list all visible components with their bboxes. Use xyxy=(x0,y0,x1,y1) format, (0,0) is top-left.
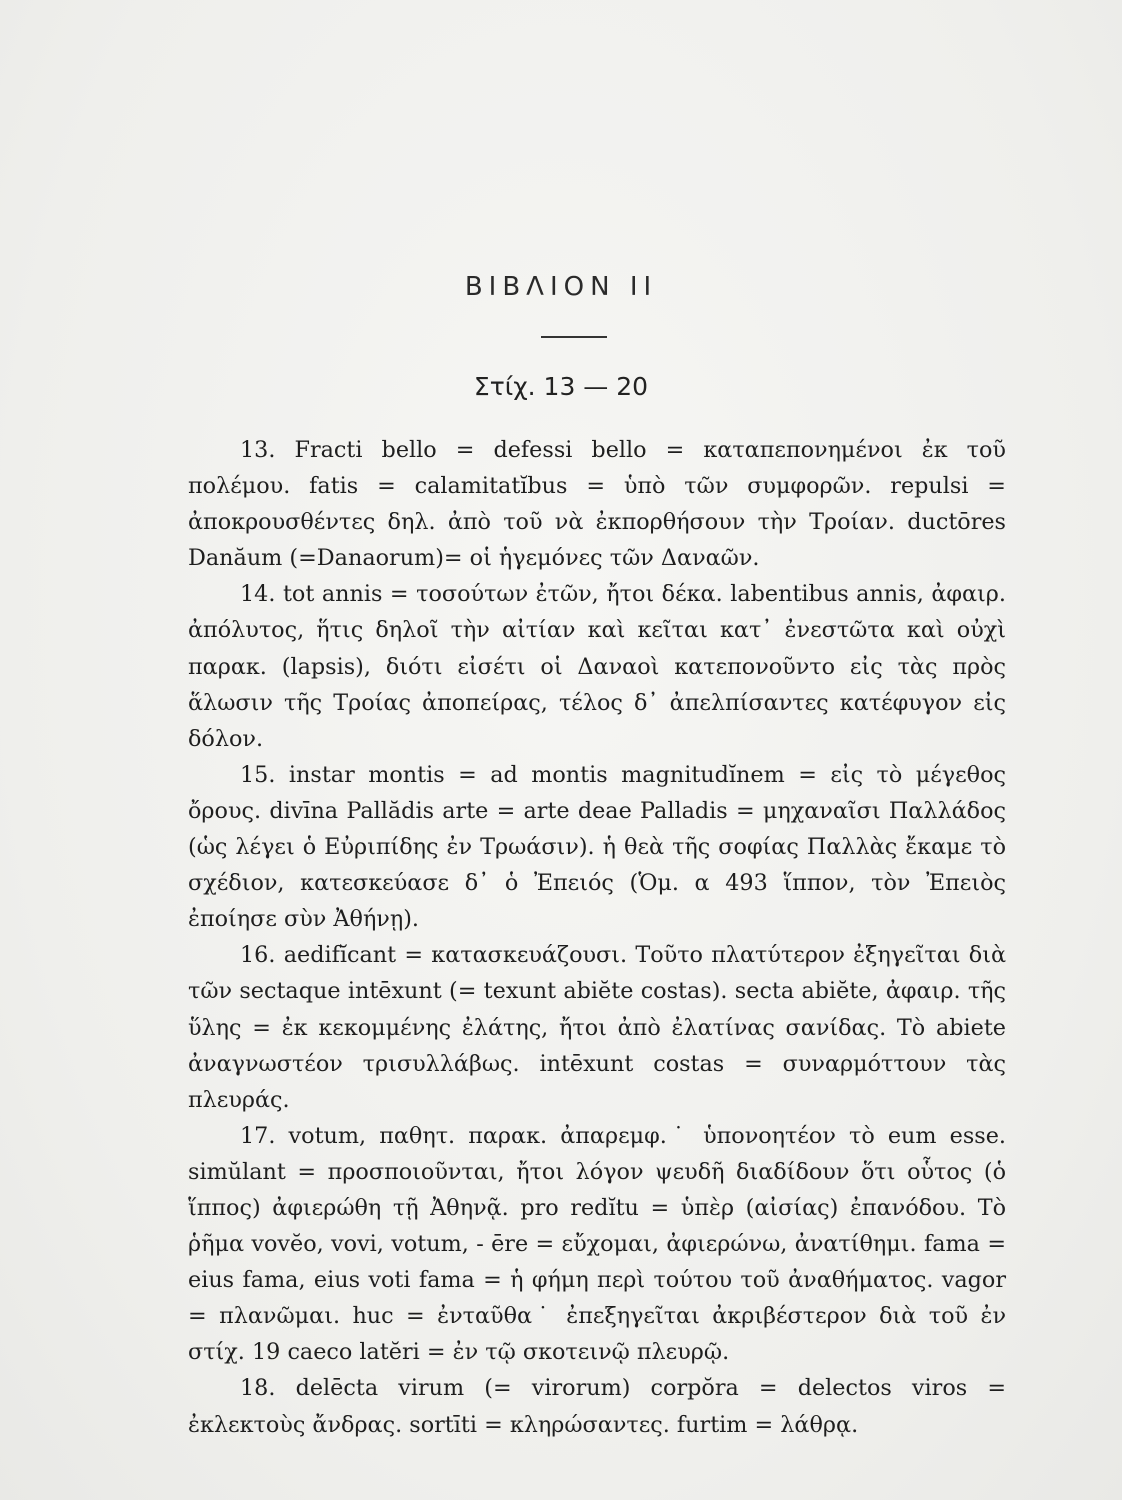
commentary-paragraph-15: 15. instar montis = ad montis magnitudĭnem = εἰς τὸ μέγεθος ὄρους. divīna Pallădis arte = arte deae Palladis = μηχαναῖσι Παλλάδος (ὡς λέγει ὁ Εὐριπίδης ἐν Τρωάσιν). ἡ θεὰ τῆς σοφίας Παλλὰς ἔκαμε τὸ σχέδιον, κατεσκεύασε δ᾽ ὁ Ἐπειός (Ὁμ. α 493 ἵππον, τὸν Ἐπειὸς ἐποίησε σὺν Ἀθήνῃ). xyxy=(188,761,1006,933)
verse-range-heading: Στίχ. 13 — 20 xyxy=(473,372,649,401)
title-divider xyxy=(541,336,607,338)
commentary-paragraph-14: 14. tot annis = τοσούτων ἐτῶν, ἤτοι δέκα. labentibus annis, ἀφαιρ. ἀπόλυτος, ἥτις δηλοῖ τὴν αἰτίαν καὶ κεῖται κατ᾽ ἐνεστῶτα καὶ οὐχὶ παρακ. (lapsis), διότι εἰσέτι οἱ Δαναοὶ κατεπονοῦντο εἰς τὰς πρὸς ἅλωσιν τῆς Τροίας ἀποπείρας, τέλος δ᾽ ἀπελπίσαντες κατέφυγον εἰς δόλον. xyxy=(188,581,1006,752)
commentary-paragraph-18: 18. delēcta virum (= virorum) corpŏra = delectos viros = ἐκλεκτοὺς ἄνδρας. sortīti = κληρώσαντες. furtim = λάθρᾳ. xyxy=(188,1375,1006,1438)
commentary-body xyxy=(188,432,1006,1443)
book-title: ΒΙΒΛΙΟΝ ΙΙ xyxy=(464,272,658,302)
commentary-paragraph-13: 13. Fracti bello = defessi bello = καταπεπονημένοι ἐκ τοῦ πολέμου. fatis = calamitatĭbus = ὑπὸ τῶν συμφορῶν. repulsi = ἀποκρουσθέντες δηλ. ἀπὸ τοῦ νὰ ἐκπορθήσουν τὴν Τροίαν. ductōres Danăum (=Danaorum)= οἱ ἡγεμόνες τῶν Δαναῶν. xyxy=(188,437,1006,572)
commentary-paragraph-17: 17. votum, παθητ. παρακ. ἀπαρεμφ.˙ ὑπονοητέον τὸ eum esse. simŭlant = προσποιοῦνται, ἤτοι λόγον ψευδῆ διαδίδουν ὅτι οὗτος (ὁ ἵππος) ἀφιερώθη τῇ Ἀθηνᾷ. pro redĭtu = ὑπὲρ (αἰσίας) ἐπανόδου. Τὸ ῥῆμα vovĕo, vovi, votum, - ēre = εὔχομαι, ἀφιερώνω, ἀνατίθημι. fama = eius fama, eius voti fama = ἡ φήμη περὶ τούτου τοῦ ἀναθήματος. vagor = πλανῶμαι. huc = ἐνταῦθα˙ ἐπεξηγεῖται ἀκριβέστερον διὰ τοῦ ἐν στίχ. 19 caeco latĕri = ἐν τῷ σκοτεινῷ πλευρῷ. xyxy=(188,1122,1006,1366)
commentary-paragraph-16: 16. aedifĭcant = κατασκευάζουσι. Τοῦτο πλατύτερον ἐξηγεῖται διὰ τῶν sectaque intēxunt (= texunt abiĕte costas). secta abiĕte, ἀφαιρ. τῆς ὕλης = ἐκ κεκομμένης ἐλάτης, ἤτοι ἀπὸ ἐλατίνας σανίδας. Τὸ abiete ἀναγνωστέον τρισυλλάβως. intēxunt costas = συναρμόττουν τὰς πλευράς. xyxy=(188,942,1006,1113)
